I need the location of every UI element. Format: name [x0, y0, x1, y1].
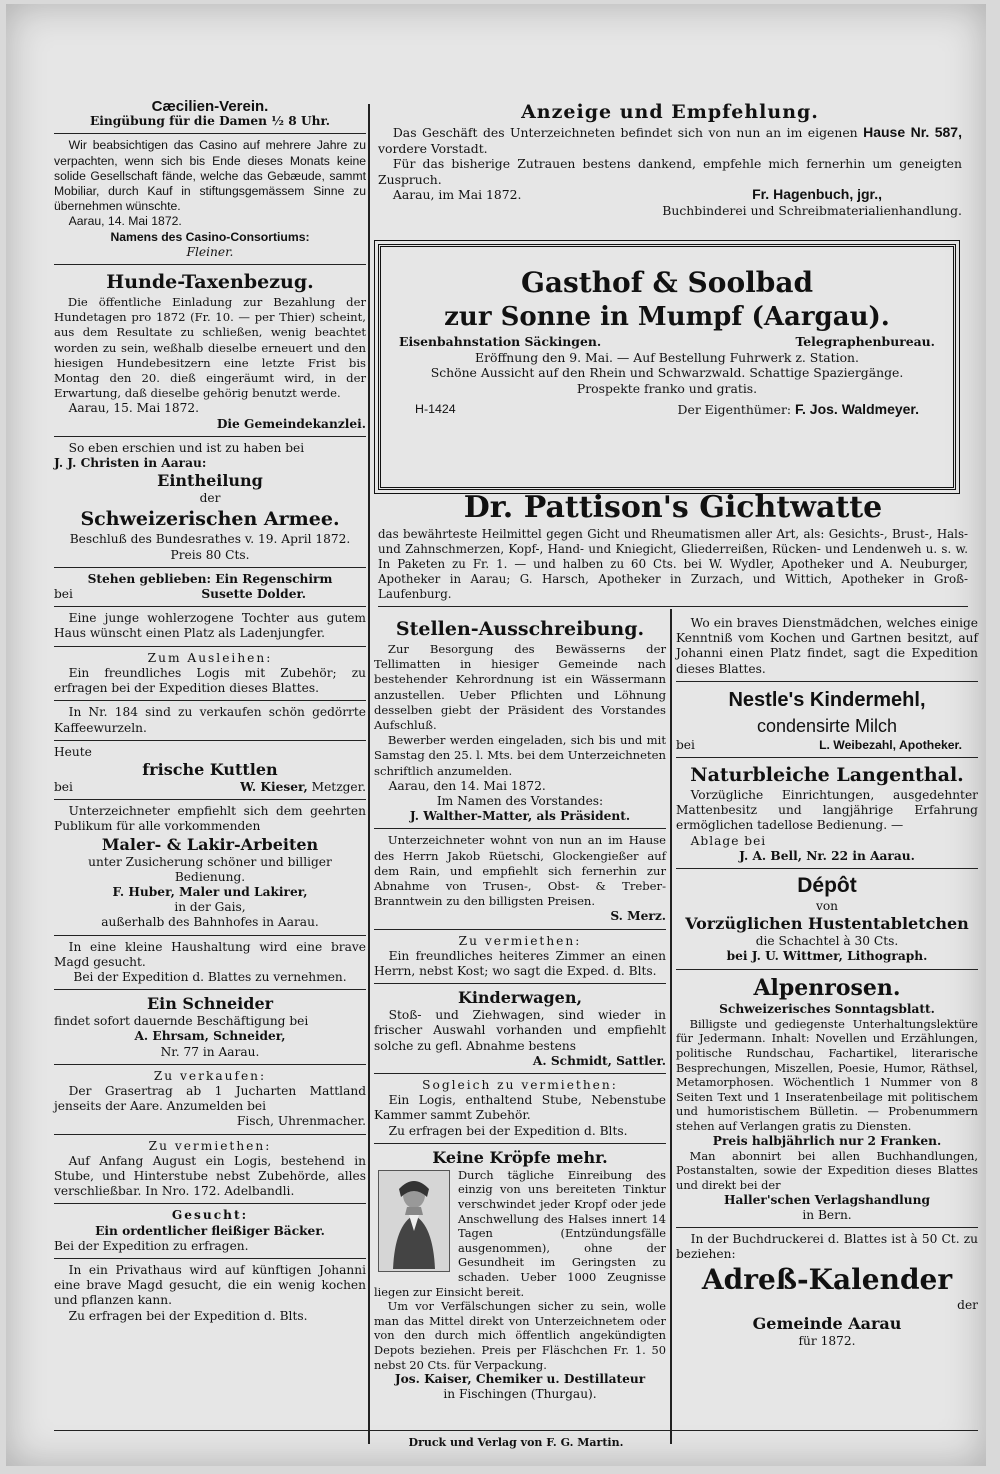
logis-title: Zum Ausleihen: [147, 650, 273, 665]
zimmer-title: Zu vermiethen: [458, 933, 582, 948]
alpen-text: Billigste und gediegenste Unterhaltungslektüre für Jedermann. Inhalt: Novellen und Erzählungen, politische Rundschau, Fachartikel, literarische Besprechungen, Miszellen, Poesie, Humor, Räthsel, Metamorphosen. Wöchentlich 1 Nummer von 8 Seiten Text und 1 Inseratenbeilage mit politischem und humoristischem Bülletin. — Probenummern stehen auf Verlangen gratis zu Diensten. [676, 1016, 978, 1133]
armee-t3: Schweizerischen Armee. [80, 508, 340, 531]
divider [54, 799, 366, 800]
kuttlen-sig [54, 780, 366, 795]
gasthof-owner: F. Jos. Waldmeyer. [795, 401, 919, 417]
divider [54, 1203, 366, 1204]
magd1-ref: Bei der Expedition d. Blattes zu vernehmen. [73, 969, 347, 984]
kuttlen-role: Metzger. [311, 779, 366, 794]
verm-title: Zu vermiethen: [148, 1138, 272, 1153]
adress-title: Adreß-Kalender [701, 1263, 953, 1297]
gasthof-bahn: Eisenbahnstation Säckingen. [399, 334, 602, 349]
armee-price: Preis 80 Cts. [170, 547, 250, 562]
divider [54, 567, 366, 568]
anzeige-sig: Fr. Hagenbuch, jgr., [752, 186, 882, 202]
magd1-text: In eine kleine Haushaltung wird eine brave Magd gesucht. [54, 939, 366, 969]
adress-sub: Gemeinde Aarau [752, 1313, 902, 1333]
sogleich-title: Sogleich zu vermiethen: [422, 1078, 618, 1093]
divider [374, 983, 666, 984]
kropf-sig1: Jos. Kaiser, Chemiker u. Destillateur [394, 1372, 646, 1387]
lang-sig: J. A. Bell, Nr. 22 in Aarau. [739, 848, 915, 863]
alpen-sig1: Haller'schen Verlagshandlung [723, 1192, 930, 1207]
footer-rule [54, 1430, 978, 1431]
armee-pub: J. J. Christen in Aarau: [54, 456, 207, 471]
divider [676, 757, 978, 758]
alpen-text2: Man abonnirt bei allen Buchhandlungen, Postanstalten, sowie der Expedition dieses Blattes und direkt bei der [676, 1148, 978, 1192]
schirm-line1: Stehen geblieben: Ein Regenschirm [87, 571, 333, 586]
adress-der: der [957, 1298, 978, 1313]
gasthof-block [391, 266, 943, 418]
maler-sub: unter Zusicherung schöner und billiger Bedienung. [88, 854, 332, 884]
footer-imprint: Druck und Verlag von F. G. Martin. [408, 1436, 624, 1449]
stellen-sig2: J. Walther-Matter, als Präsident. [409, 809, 631, 824]
kuttlen-bei: bei [54, 779, 73, 794]
rmagd-text: Wo ein braves Dienstmädchen, welches einige Kenntniß vom Kochen und Gartnen besitzt, auf Johanni einen Platz findet, sagt die Expedition dieses Blattes. [676, 616, 978, 676]
depot-sig: bei J. U. Wittmer, Lithograph. [726, 949, 928, 964]
casino-sig1: Namens des Casino-Consortiums: [110, 229, 310, 244]
baecker-sub: Ein ordentlicher fleißiger Bäcker. [95, 1223, 325, 1238]
column-rule-left [368, 104, 370, 1444]
armee-text: Beschluß des Bundesrathes v. 19. April 1872. [69, 532, 351, 547]
anzeige-text1 [378, 125, 962, 156]
stellen-text: Zur Besorgung des Bewässerns der Tellimatten in hiesiger Gemeinde nach bestehender Kehrordnung ist ein Wässermann anzustellen. Ueber Pflichten und Löhnung desselben giebt der Präsident des Vorstandes Aufschluß. [374, 642, 666, 733]
adress-year: für 1872. [798, 1333, 856, 1348]
right-column [676, 616, 978, 1349]
gasthof-row1 [391, 334, 943, 350]
sogleich-text: Ein Logis, enthaltend Stube, Nebenstube Kammer sammt Zubehör. [374, 1093, 666, 1123]
divider [54, 264, 366, 265]
hunde-title: Hunde-Taxenbezug. [106, 271, 314, 294]
kinder-title: Kinderwagen, [457, 988, 583, 1008]
casino-date: Aarau, 14. Mai 1872. [68, 214, 182, 229]
ruetschi-sig: S. Merz. [610, 909, 666, 924]
divider [374, 1143, 666, 1144]
gras-title: Zu verkaufen: [153, 1068, 267, 1083]
anzeige-sigrow [378, 187, 962, 203]
kropf-text: Durch tägliche Einreibung des einzig von uns bereiteten Tinktur verschwindet jeder Kropf oder jede Anschwellung des Halses innert 14 Tagen (Entzündungsfälle ausgenommen), ohne der Gesundheit im Geringsten zu schaden. Ueber 1000 Zeugnisse liegen zur Einsicht bereit. [374, 1167, 666, 1299]
casino-text: Wir beabsichtigen das Casino auf mehrere Jahre zu verpachten, wenn sich bis Ende dieses Monats keine solide Gesellschaft fände, welche das Gebæude, sammt Mobiliar, durch Kauf in stiftungsgemässem Sinne zu übernehmen wünschte. [54, 138, 366, 214]
hunde-text: Die öffentliche Einladung zur Bezahlung der Hundetagen pro 1872 (Fr. 10. — per Thier) scheint, aus dem Resultate zu schließen, wenig beachtet worden zu sein, weßhalb dieselbe erneuert und den hiesigen Hundebesitzern eine letzte Frist bis Montag den 20. dieß eingeräumt wird, in der Erwartung, daß dieselbe gehörig benutzt werde. [54, 295, 366, 401]
divider [54, 436, 366, 437]
anzeige-block [378, 99, 962, 218]
divider [378, 606, 968, 607]
divider [54, 700, 366, 701]
kuttlen-title: frische Kuttlen [142, 759, 278, 779]
anzeige-sig2: Buchbinderei und Schreibmaterialienhandlung. [662, 202, 962, 218]
ruetschi-text: Unterzeichneter wohnt von nun an im Hause des Herrn Jakob Rüetschi, Glockengießer auf dem Rain, und empfiehlt sich fernerhin zur Abnahme von Trusen-, Obst- & Treber-Branntwein zu den billigsten Preisen. [374, 833, 666, 909]
anzeige-text3: Für das bisherige Zutrauen bestens dankend, empfehle mich fernerhin um geneigten Zuspruch. [378, 156, 962, 187]
magd2-ref: Zu erfragen bei der Expedition d. Blts. [68, 1308, 308, 1323]
armee-t2: der [199, 491, 221, 506]
anzeige-title: Anzeige und Empfehlung. [521, 101, 819, 123]
stellen-sig1: Im Namen des Vorstandes: [436, 794, 604, 809]
divider [54, 989, 366, 990]
nestle-title: Nestle's Kindermehl, [728, 688, 926, 711]
gasthof-aussicht: Schöne Aussicht auf den Rhein und Schwarzwald. Schattige Spaziergänge. [430, 365, 904, 380]
gasthof-title2: zur Sonne in Mumpf (Aargau). [444, 302, 890, 332]
gasthof-prosp: Prospekte franko und gratis. [576, 380, 758, 396]
alpen-price: Preis halbjährlich nur 2 Franken. [712, 1133, 942, 1148]
maler-sig3: außerhalb des Bahnhofes in Aarau. [101, 915, 319, 930]
anzeige-text1a: Das Geschäft des Unterzeichneten befindet sich von nun an im eigenen [392, 125, 858, 140]
kropf-title: Keine Kröpfe mehr. [432, 1147, 608, 1167]
nestle-sub: condensirte Milch [756, 715, 898, 736]
nestle-sig: L. Weibezahl, Apotheker. [819, 737, 962, 752]
pattison-block [378, 489, 968, 611]
divider [54, 740, 366, 741]
portrait-illustration [379, 1171, 449, 1271]
kinder-sig: A. Schmidt, Sattler. [532, 1053, 666, 1068]
schneider-sig2: Nr. 77 in Aarau. [160, 1044, 260, 1059]
pattison-title: Dr. Pattison's Gichtwatte [463, 490, 883, 525]
depot-von: von [815, 899, 839, 914]
divider [676, 868, 978, 869]
lang-ablage: Ablage bei [690, 833, 767, 848]
alpen-sub: Schweizerisches Sonntagsblatt. [719, 1001, 935, 1016]
newspaper-page [6, 4, 986, 1466]
kinder-text: Stoß- und Ziehwagen, sind wieder in frischer Auswahl vorhanden und empfiehlt solche zu gefl. Abnahme bestens [374, 1008, 666, 1053]
divider [54, 1134, 366, 1135]
logis-text: Ein freundliches Logis mit Zubehör; zu erfragen bei der Expedition dieses Blattes. [54, 665, 366, 696]
lang-text: Vorzügliche Einrichtungen, ausgedehnter Mattenbesitz und langjährige Erfahrung ermöglichen tadellose Bedienung. — [676, 788, 978, 833]
caecilien-title: Cæcilien-Verein. [151, 98, 269, 115]
kropf-sig2: in Fischingen (Thurgau). [443, 1387, 597, 1402]
schirm-line2 [54, 587, 366, 602]
gasthof-title1: Gasthof & Soolbad [520, 266, 814, 299]
kuttlen-pre: Heute [54, 744, 92, 759]
column-rule-right [670, 609, 672, 1444]
gras-text: Der Grasertrag ab 1 Jucharten Mattland jenseits der Aare. Anzumelden bei [54, 1083, 366, 1114]
depot-title: Dépôt [797, 874, 857, 898]
anzeige-text2: vordere Vorstadt. [378, 140, 488, 156]
divider [54, 1064, 366, 1065]
armee-intro: So eben erschien und ist zu haben bei [68, 440, 305, 455]
armee-t1: Eintheilung [157, 471, 263, 491]
pattison-text: das bewährteste Heilmittel gegen Gicht und Rheumatismen aller Art, als: Gesichts-, Brust-, Hals- und Zahnschmerzen, Kopf-, Hand- und Kniegicht, Gliederreißen, Rücken- und Lendenweh u. s. w. In Paketen zu Fr. 1. — und halben zu 60 Cts. bei W. Wydler, Apotheker und A. Neuburger, Apotheker in Aarau; G. Harsch, Apotheker in Zurzach, und Wittich, Apotheker in Groß-Laufenburg. [378, 527, 968, 601]
gasthof-row2 [391, 396, 943, 418]
sogleich-ref: Zu erfragen bei der Expedition d. Blts. [388, 1123, 628, 1138]
woman-portrait-image [378, 1170, 450, 1272]
hunde-sig: Die Gemeindekanzlei. [216, 416, 366, 431]
verm-text: Auf Anfang August ein Logis, bestehend in Stube, und Hinterstube nebst Zubehörde, alles verschließbar. In Nro. 172. Adelbandli. [54, 1153, 366, 1199]
gasthof-owner-pre: Der Eigenthümer: [677, 402, 792, 417]
stellen-title: Stellen-Ausschreibung. [395, 618, 645, 640]
anzeige-date: Aarau, im Mai 1872. [392, 187, 522, 202]
adress-intro: In der Buchdruckerei d. Blattes ist à 50 Ct. zu beziehen: [676, 1231, 978, 1262]
stellen-date: Aarau, den 14. Mai 1872. [388, 778, 546, 793]
divider [374, 828, 666, 829]
gras-sig: Fisch, Uhrenmacher. [236, 1114, 366, 1129]
left-column [54, 99, 366, 1324]
zimmer-text: Ein freundliches heiteres Zimmer an einen Herrn, nebst Kost; wo sagt die Exped. d. Blts. [374, 948, 666, 979]
maler-sig2: in der Gais, [174, 900, 246, 915]
alpen-title: Alpenrosen. [753, 974, 901, 1001]
middle-column [374, 616, 666, 1403]
divider [676, 1227, 978, 1228]
lang-title: Naturbleiche Langenthal. [690, 764, 964, 787]
maler-sig1: F. Huber, Maler und Lakirer, [112, 884, 308, 899]
nestle-row [676, 738, 978, 753]
schirm-name: Susette Dolder. [201, 587, 306, 602]
schirm-bei: bei [54, 587, 73, 602]
divider [676, 681, 978, 682]
maler-text: Unterzeichneter empfiehlt sich dem geehrten Publikum für alle vorkommenden [54, 804, 366, 834]
schneider-title: Ein Schneider [146, 994, 274, 1014]
caecilien-line: Eingübung für die Damen ½ 8 Uhr. [89, 114, 331, 129]
divider [54, 646, 366, 647]
divider [54, 133, 366, 134]
maler-title: Maler- & Lakir-Arbeiten [101, 834, 319, 854]
baecker-ref: Bei der Expedition zu erfragen. [54, 1238, 249, 1253]
magd2-text: In ein Privathaus wird auf künftigen Johanni eine brave Magd gesucht, die ein wenig kochen und pflanzen kann. [54, 1262, 366, 1308]
kuttlen-name: W. Kieser, [240, 779, 308, 794]
divider [374, 1073, 666, 1074]
divider [54, 935, 366, 936]
anzeige-hause: Hause [863, 124, 906, 140]
nestle-bei: bei [676, 737, 695, 752]
hunde-date: Aarau, 15. Mai 1872. [68, 401, 200, 416]
tochter-text: Eine junge wohlerzogene Tochter aus gutem Haus wünscht einen Platz als Ladenjungfer. [54, 611, 366, 641]
divider [676, 969, 978, 970]
kropf-text2: Um vor Verfälschungen sicher zu sein, wolle man das Mittel direkt von Unterzeichnetem oder von den durch mich öffentlich angekündigten Depots beziehen. Preis per Fläschchen Fr. 1. 50 nebst 20 Cts. für Verpackung. [374, 1299, 666, 1372]
gasthof-tele: Telegraphenbureau. [795, 334, 935, 349]
casino-sig2: Fleiner. [186, 244, 234, 259]
divider [54, 1258, 366, 1259]
depot-price: die Schachtel à 30 Cts. [755, 934, 899, 949]
baecker-title: Gesucht: [171, 1208, 249, 1223]
depot-sub: Vorzüglichen Hustentabletchen [685, 914, 969, 934]
schneider-sig1: A. Ehrsam, Schneider, [134, 1029, 286, 1044]
divider [374, 929, 666, 930]
gasthof-eroeff: Eröffnung den 9. Mai. — Auf Bestellung Fuhrwerk z. Station. [475, 349, 859, 365]
anzeige-nr: Nr. 587, [910, 124, 962, 140]
kaffee-text: In Nr. 184 sind zu verkaufen schön gedörrte Kaffeewurzeln. [54, 705, 366, 735]
schneider-text: findet sofort dauernde Beschäftigung bei [54, 1014, 309, 1029]
alpen-sig2: in Bern. [802, 1207, 852, 1222]
stellen-text2: Bewerber werden eingeladen, sich bis und mit Samstag den 25. l. Mts. bei dem Unterzeichneten schriftlich anzumelden. [374, 733, 666, 778]
gasthof-code: H-1424 [415, 402, 456, 416]
divider [54, 606, 366, 607]
